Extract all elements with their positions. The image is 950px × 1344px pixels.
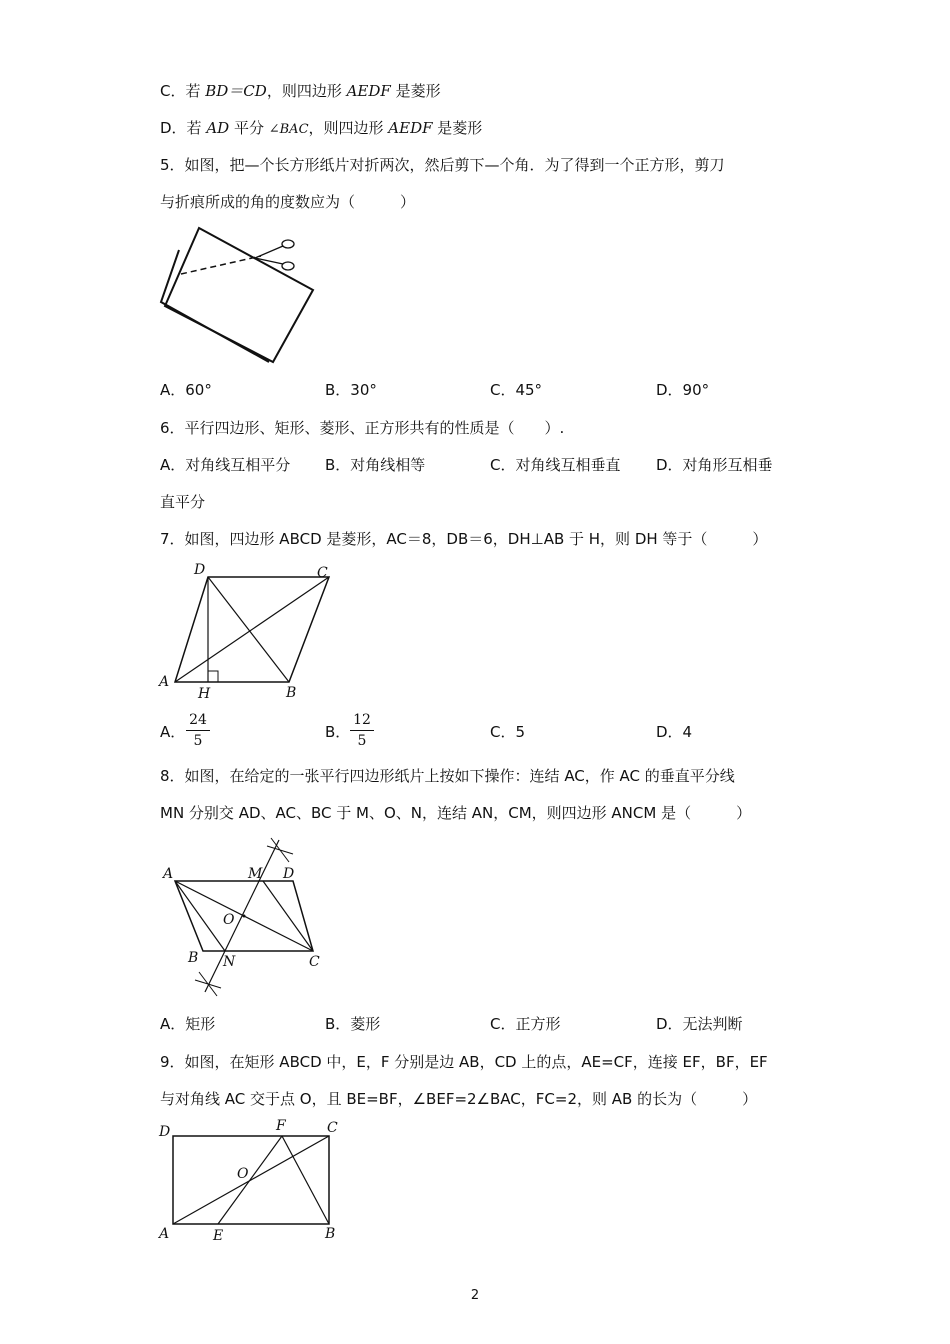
q8-label-m: M	[248, 866, 263, 882]
q7-diagonal-bd	[208, 577, 289, 682]
q7-label-c: C	[317, 565, 328, 581]
q7-option-a-fraction	[186, 711, 210, 750]
q4-d-shape: AEDF	[388, 119, 433, 137]
q5-folded-paper-figure	[155, 222, 325, 370]
q4-c-math: BD＝CD	[205, 82, 267, 100]
q4-option-d	[160, 118, 482, 140]
q4-d-post: 是菱形	[432, 119, 483, 137]
q8-option-d[interactable]: D．无法判断	[656, 1015, 743, 1033]
q8-label-n: N	[223, 954, 236, 970]
q8-label-d: D	[283, 866, 295, 882]
q9-label-o: O	[237, 1166, 249, 1182]
q4-c-prefix: C．若	[160, 82, 206, 100]
fraction-bar	[350, 730, 374, 731]
q5-option-b[interactable]: B．30°	[325, 381, 377, 399]
q8-option-b[interactable]: B．菱形	[325, 1015, 381, 1033]
q4-c-post: 是菱形	[390, 82, 441, 100]
q8-option-c[interactable]: C．正方形	[490, 1015, 561, 1033]
q5-stem-line1: 5．如图，把—个长方形纸片对折两次，然后剪下—个角．为了得到一个正方形，剪刀	[160, 156, 725, 174]
q4-c-mid: ，则四边形	[266, 82, 347, 100]
q7-label-b: B	[286, 685, 297, 701]
q5-option-c[interactable]: C．45°	[490, 381, 543, 399]
q9-label-c: C	[327, 1120, 338, 1136]
q7-option-b-denominator: 5	[357, 733, 367, 749]
q7-label-h: H	[198, 686, 211, 702]
fraction-bar	[186, 730, 210, 731]
q8-label-b: B	[188, 950, 199, 966]
q8-label-a: A	[163, 866, 174, 882]
q7-label-d: D	[194, 562, 206, 578]
q6-option-b[interactable]: B．对角线相等	[325, 456, 426, 474]
q6-option-a[interactable]: A．对角线互相平分	[160, 456, 291, 474]
q7-stem: 7．如图，四边形 ABCD 是菱形，AC＝8，DB＝6，DH⊥AB 于 H，则 DH 等于（ ）	[160, 530, 768, 548]
q7-label-a: A	[159, 674, 170, 690]
q8-point-o	[243, 915, 246, 918]
q8-perpendicular-bisector-mn	[205, 840, 279, 992]
q8-arc-mark-bottom-2	[199, 972, 217, 996]
q4-d-mid1: 平分	[229, 119, 269, 137]
q7-option-a-numerator: 24	[189, 712, 207, 728]
q6-option-d-wrap: 直平分	[160, 493, 206, 511]
q7-option-a-denominator: 5	[193, 733, 203, 749]
q8-option-a[interactable]: A．矩形	[160, 1015, 216, 1033]
q4-d-math1: AD	[206, 119, 230, 137]
q6-stem: 6．平行四边形、矩形、菱形、正方形共有的性质是（ ）.	[160, 419, 565, 437]
q6-option-d[interactable]: D．对角形互相垂	[656, 456, 773, 474]
q4-c-shape: AEDF	[346, 82, 391, 100]
q8-stem-line1: 8．如图，在给定的一张平行四边形纸片上按如下操作：连结 AC，作 AC 的垂直平分线	[160, 767, 735, 785]
q7-rhombus-figure	[155, 560, 345, 705]
q7-diagonal-ac	[175, 577, 329, 682]
q4-d-math2: ∠BAC	[268, 122, 309, 137]
q8-stem-line2: MN 分别交 AD、AC、BC 于 M、O、N，连结 AN，CM，则四边形 ANCM 是（ ）	[160, 804, 752, 822]
q8-parallelogram-figure	[155, 832, 335, 1002]
q6-option-c[interactable]: C．对角线互相垂直	[490, 456, 621, 474]
q7-option-a-label[interactable]: A．	[160, 723, 186, 741]
q9-segment-ef	[218, 1136, 282, 1224]
q9-stem-line1: 9．如图，在矩形 ABCD 中，E，F 分别是边 AB，CD 上的点，AE=CF，连接 EF，BF，EF	[160, 1053, 768, 1071]
page-number: 2	[470, 1288, 480, 1303]
q7-right-angle-mark	[208, 671, 218, 682]
q5-stem-line2: 与折痕所成的角的度数应为（ ）	[160, 193, 416, 211]
q7-option-b-label[interactable]: B．	[325, 723, 351, 741]
q8-segment-cm	[263, 881, 313, 951]
q7-option-b-fraction	[350, 711, 374, 750]
q9-label-e: E	[213, 1228, 224, 1244]
q4-d-mid2: ，则四边形	[308, 119, 389, 137]
q9-rectangle-figure	[155, 1116, 345, 1246]
q5-option-a[interactable]: A．60°	[160, 381, 212, 399]
q4-d-prefix: D．若	[160, 119, 207, 137]
q5-cut-line	[181, 256, 261, 274]
q9-label-a: A	[159, 1226, 170, 1242]
q4-option-c	[160, 81, 441, 101]
q8-segment-an	[175, 881, 225, 951]
q9-stem-line2: 与对角线 AC 交于点 O，且 BE=BF，∠BEF=2∠BAC，FC=2，则 AB 的长为（ ）	[160, 1090, 758, 1108]
scissors-icon	[255, 240, 294, 270]
q7-option-b-numerator: 12	[353, 712, 371, 728]
q9-label-d: D	[159, 1124, 171, 1140]
q8-label-c: C	[309, 954, 320, 970]
q7-option-d[interactable]: D．4	[656, 723, 693, 741]
q5-option-d[interactable]: D．90°	[656, 381, 710, 399]
q8-label-o: O	[223, 912, 235, 928]
q9-label-b: B	[325, 1226, 336, 1242]
q9-label-f: F	[276, 1118, 286, 1134]
q7-option-c[interactable]: C．5	[490, 723, 526, 741]
